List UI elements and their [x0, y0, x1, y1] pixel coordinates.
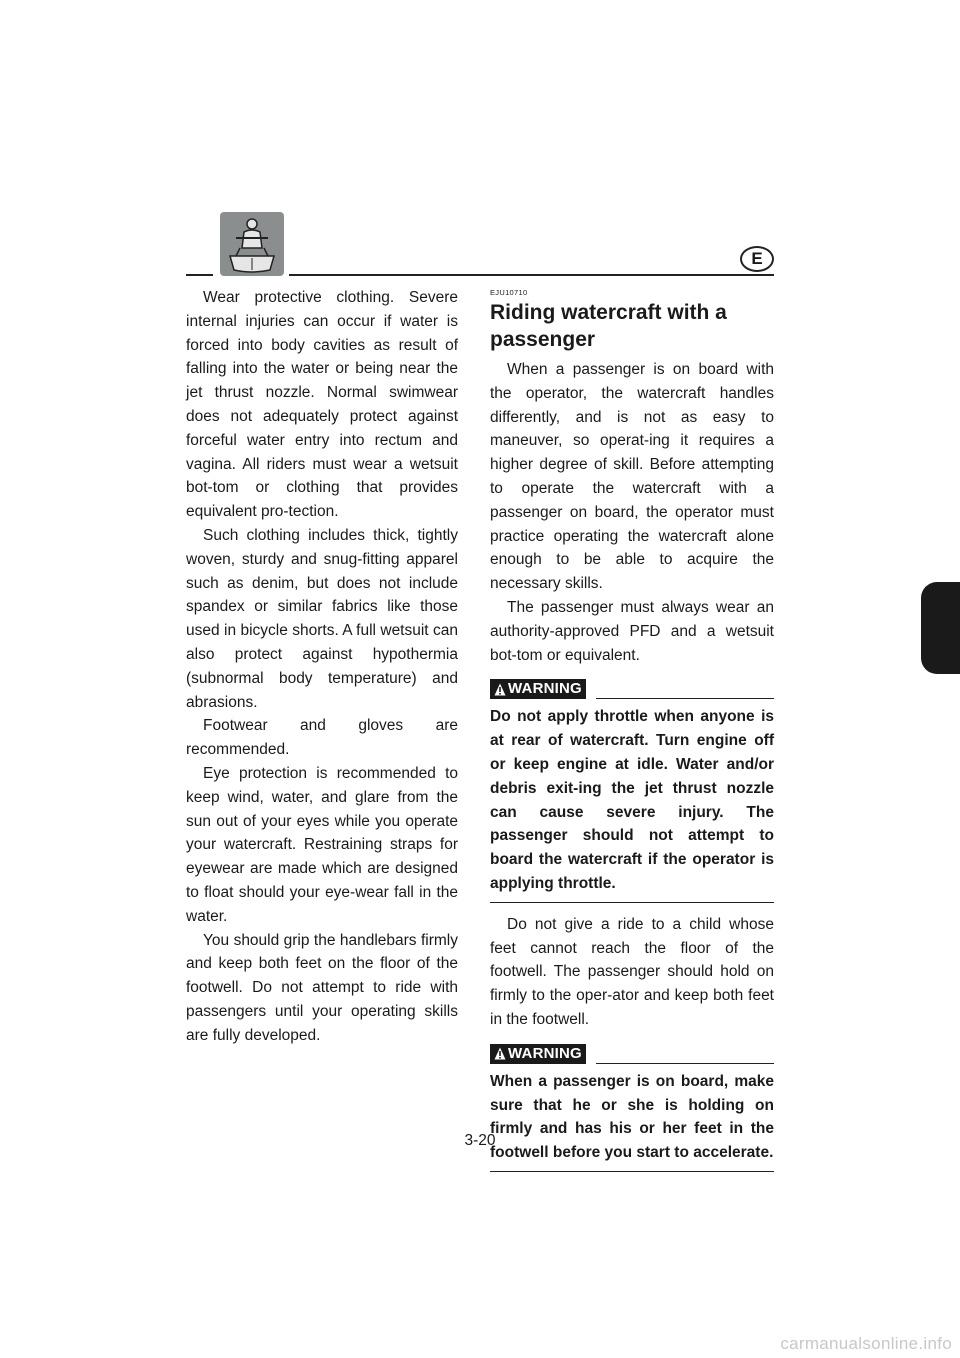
right-column — [490, 286, 774, 1182]
paragraph-passenger-handling: When a passenger is on board with the operator, the watercraft handles differently, and is not as easy to maneuver, so operat-ing it requires a higher degree of skill. Before attempting to operate the watercraft with a passenger on board, the operator must practice operating the watercraft alone enough to be able to acquire the necessary skills. — [490, 361, 774, 593]
warning-header-1 — [490, 679, 774, 699]
section-code: EJU10710 — [490, 288, 528, 297]
warning-rule — [596, 1063, 774, 1064]
left-column — [186, 286, 458, 1048]
paragraph-handlebars: You should grip the handlebars firmly and keep both feet on the floor of the footwell. Do not attempt to ride with passengers until your operating skills are fully developed. — [186, 931, 458, 1044]
section-title: Riding watercraft with a passenger — [490, 301, 727, 351]
warning-rule — [596, 698, 774, 699]
watermark[interactable]: carmanualsonline.info — [780, 1334, 952, 1353]
paragraph-eye-protection: Eye protection is recommended to keep wind, water, and glare from the sun out of your eyes while you operate your watercraft. Restraining straps for eyewear are made which are designed to float should your eye-wear fall in the water. — [186, 764, 458, 925]
paragraph-child-passenger: Do not give a ride to a child whose feet cannot reach the floor of the footwell. The passenger should hold on firmly to the oper-ator and keep both feet in the footwell. — [490, 915, 774, 1028]
warning-text-throttle: Do not apply throttle when anyone is at rear of watercraft. Turn engine off or keep engine at idle. Water and/or debris exit-ing the jet thrust nozzle can cause severe injury. The passenger should not attempt to board the watercraft if the operator is applying throttle. — [490, 708, 774, 892]
warning-label: WARNING — [508, 680, 582, 698]
warning-end-rule — [490, 902, 774, 903]
language-badge: E — [740, 246, 774, 272]
paragraph-protective-clothing: Wear protective clothing. Severe internal injuries can occur if water is forced into body cavities as result of falling into the water or being near the jet thrust nozzle. Normal swimwear does not adequately protect against forceful water entry into rectum and vagina. All riders must wear a wetsuit bot-tom or clothing that provides equivalent pro-tection. — [186, 289, 458, 521]
chapter-side-tab — [921, 582, 960, 674]
jetski-rider-icon — [220, 212, 284, 276]
warning-triangle-icon — [494, 683, 506, 696]
warning-end-rule — [490, 1171, 774, 1172]
warning-badge — [490, 1044, 586, 1064]
header-rule-left — [186, 274, 213, 276]
page-number: 3-20 — [464, 1132, 496, 1149]
warning-triangle-icon — [494, 1047, 506, 1060]
header-rule-right — [289, 274, 774, 276]
paragraph-passenger-pfd: The passenger must always wear an authority-approved PFD and a wetsuit bot-tom or equivalent. — [490, 598, 774, 664]
warning-text-accelerate: When a passenger is on board, make sure that he or she is holding on firmly and has his or her feet in the footwell before you start to accelerate. — [490, 1072, 774, 1162]
paragraph-clothing-types: Such clothing includes thick, tightly woven, sturdy and snug-fitting apparel such as denim, but does not include spandex or similar fabrics like those used in bicycle shorts. A full wetsuit can also protect against hypothermia (subnormal body temperature) and abrasions. — [186, 526, 458, 711]
warning-label: WARNING — [508, 1044, 582, 1062]
paragraph-footwear: Footwear and gloves are recommended. — [186, 717, 458, 759]
warning-header-2 — [490, 1044, 774, 1064]
warning-badge — [490, 679, 586, 699]
